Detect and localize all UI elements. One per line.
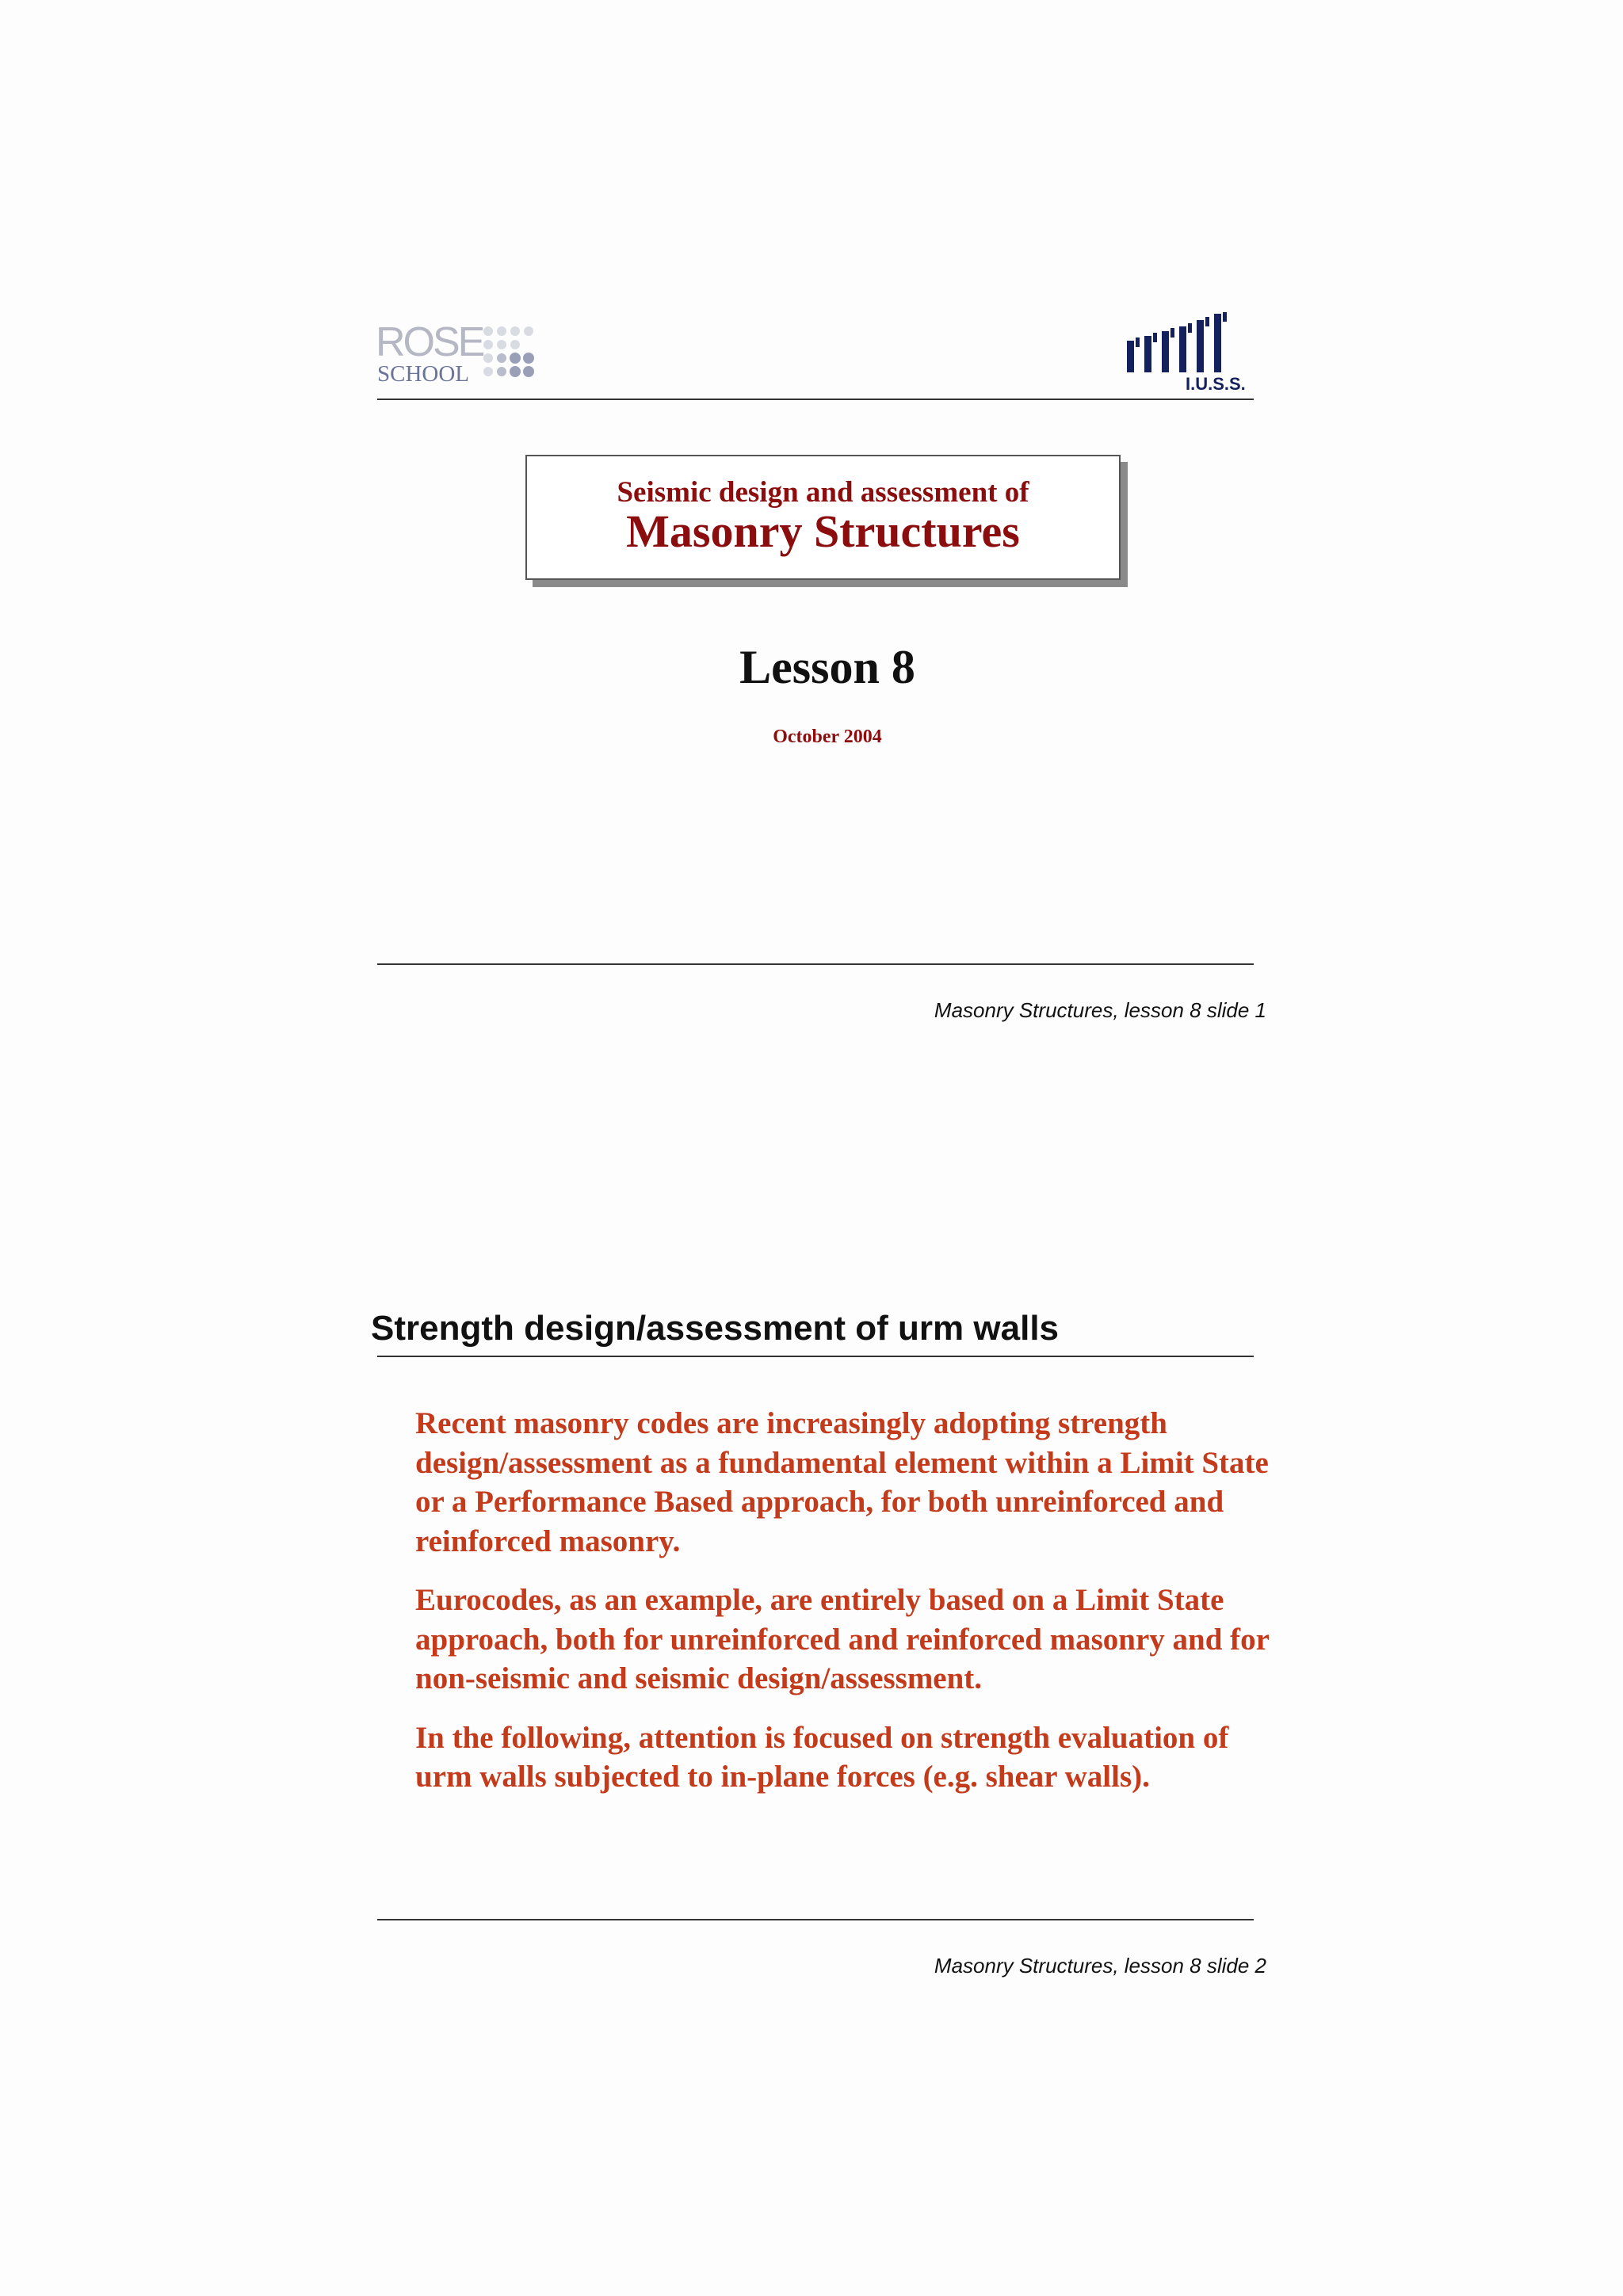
- title-box: [525, 455, 1121, 580]
- paragraph: Eurocodes, as an example, are entirely based on a Limit State approach, both for unreinforced and reinforced masonry and for non-seismic and seismic design/assessment.: [415, 1583, 1270, 1695]
- course-title: Masonry Structures: [626, 505, 1020, 557]
- slide2-body: [415, 1404, 1271, 1817]
- paragraph: In the following, attention is focused on strength evaluation of urm walls subjected to in-plane forces (e.g. shear walls).: [415, 1720, 1229, 1794]
- header-divider: [377, 399, 1254, 400]
- paragraph: Recent masonry codes are increasingly adopting strength design/assessment as a fundamental element within a Limit State or a Performance Based approach, for both unreinforced and reinforced masonry.: [415, 1406, 1269, 1558]
- iuss-logo-text: I.U.S.S.: [1186, 374, 1246, 394]
- iuss-bars-icon: [1125, 312, 1252, 376]
- course-subtitle: Seismic design and assessment of: [617, 476, 1029, 509]
- dot-grid-icon: [482, 325, 550, 388]
- iuss-logo: [1125, 312, 1252, 399]
- slide1-footer-divider: [377, 963, 1254, 965]
- slide1-footer: Masonry Structures, lesson 8 slide 1: [934, 998, 1266, 1022]
- rose-school-logo: [376, 319, 550, 388]
- logo-rose-word: ROSE: [376, 319, 483, 365]
- lesson-number: Lesson 8: [739, 641, 915, 693]
- slide2-heading-underline: [377, 1356, 1254, 1357]
- logo-school-word: SCHOOL: [377, 361, 470, 387]
- lesson-date: October 2004: [773, 727, 882, 747]
- slide2-footer: Masonry Structures, lesson 8 slide 2: [934, 1954, 1266, 1978]
- slide2-heading: Strength design/assessment of urm walls: [371, 1309, 1060, 1348]
- slide2-footer-divider: [377, 1919, 1254, 1920]
